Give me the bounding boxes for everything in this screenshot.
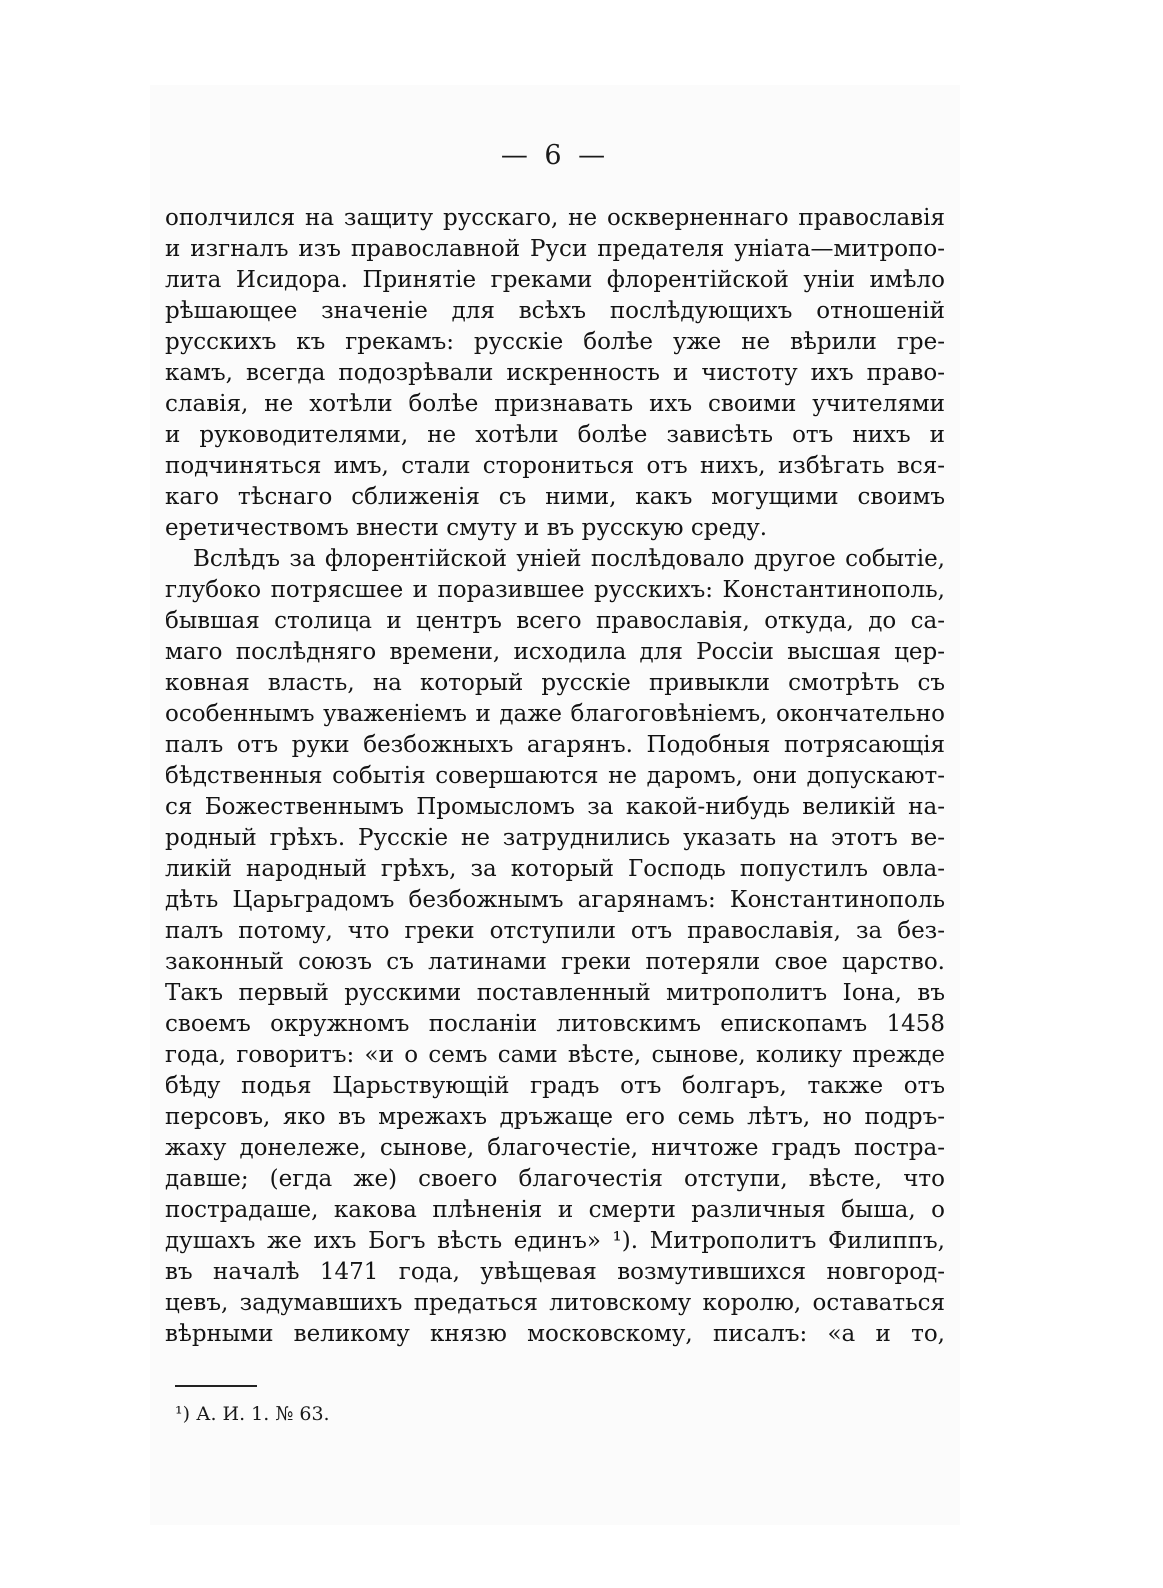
text-line: ополчился на защиту русскаго, не оскверненнаго православія <box>165 205 945 231</box>
text-line: жаху донележе, сынове, благочестіе, ничтоже градъ пострa- <box>165 1135 945 1161</box>
text-line: бѣдственныя событія совершаются не даромъ, они допускают- <box>165 763 945 789</box>
text-line: лита Исидора. Принятіе греками флорентійской уніи имѣло <box>165 267 945 293</box>
text-line: палъ отъ руки безбожныхъ агарянъ. Подобныя потрясающія <box>165 732 945 758</box>
text-line: бѣду подья Царьствующій градъ отъ болгаръ, также отъ <box>165 1073 945 1099</box>
text-line: своемъ окружномъ посланіи литовскимъ епископамъ 1458 <box>165 1011 945 1037</box>
paragraph-1 <box>165 203 945 544</box>
text-line: славія, не хотѣли болѣе признавать ихъ своими учителями <box>165 391 945 417</box>
text-line: душахъ же ихъ Богъ вѣсть единъ» ¹). Митрополитъ Филиппъ, <box>165 1228 945 1254</box>
text-line: камъ, всегда подозрѣвали искренность и чистоту ихъ право- <box>165 360 945 386</box>
text-line: и руководителями, не хотѣли болѣе зависѣть отъ нихъ и <box>165 422 945 448</box>
text-line: года, говоритъ: «и о семъ сами вѣсте, сынове, колику прежде <box>165 1042 945 1068</box>
text-line: Вслѣдъ за флорентійской уніей послѣдовало другое событіе, <box>193 546 945 572</box>
text-line: рѣшающее значеніе для всѣхъ послѣдующихъ отношеній <box>165 298 945 324</box>
footnote: ¹) А. И. 1. № 63. <box>175 1403 330 1425</box>
text-line: въ началѣ 1471 года, увѣщевая возмутившихся новгород- <box>165 1259 945 1285</box>
text-line: каго тѣснаго сближенія съ ними, какъ могущими своимъ <box>165 484 945 510</box>
text-line: подчиняться имъ, стали сторониться отъ нихъ, избѣгать вся- <box>165 453 945 479</box>
text-line: родный грѣхъ. Русскіе не затруднились указать на этотъ ве- <box>165 825 945 851</box>
text-line: особеннымъ уваженіемъ и даже благоговѣніемъ, окончательно <box>165 701 945 727</box>
text-line: ликій народный грѣхъ, за который Господь попустилъ овла- <box>165 856 945 882</box>
text-line: бывшая столица и центръ всего православія, откуда, до са- <box>165 608 945 634</box>
text-line: пострадаше, какова плѣненія и смерти различныя быша, о <box>165 1197 945 1223</box>
text-line: Такъ первый русскими поставленный митрополитъ Іона, въ <box>165 980 945 1006</box>
text-line: еретичествомъ внести смуту и въ русскую среду. <box>165 515 768 541</box>
book-page <box>150 85 960 1525</box>
page-number: — 6 — <box>500 140 610 171</box>
text-line: маго послѣдняго времени, исходила для Россіи высшая цер- <box>165 639 945 665</box>
text-line: персовъ, яко въ мрежахъ дръжаще его семь лѣтъ, но подръ- <box>165 1104 945 1130</box>
footnote-divider <box>175 1385 257 1387</box>
paragraph-2 <box>165 544 945 1350</box>
text-line: цевъ, задумавшихъ предаться литовскому королю, оставаться <box>165 1290 945 1316</box>
text-line: законный союзъ съ латинами греки потеряли свое царство. <box>165 949 945 975</box>
text-line: дѣть Царьградомъ безбожнымъ агарянамъ: Константинополь <box>165 887 945 913</box>
text-line: глубоко потрясшее и поразившее русскихъ: Константинополь, <box>165 577 945 603</box>
text-line: и изгналъ изъ православной Руси предателя уніата—митропо- <box>165 236 945 262</box>
text-line: ся Божественнымъ Промысломъ за какой-нибудь великій на- <box>165 794 945 820</box>
text-line: вѣрными великому князю московскому, писалъ: «а и то, <box>165 1321 945 1347</box>
text-line: русскихъ къ грекамъ: русскіе болѣе уже не вѣрили гре- <box>165 329 945 355</box>
text-line: палъ потому, что греки отступили отъ православія, за без- <box>165 918 945 944</box>
body-text <box>165 203 945 1350</box>
text-line: ковная власть, на который русскіе привыкли смотрѣть съ <box>165 670 945 696</box>
text-line: давше; (егда же) своего благочестія отступи, вѣсте, что <box>165 1166 945 1192</box>
